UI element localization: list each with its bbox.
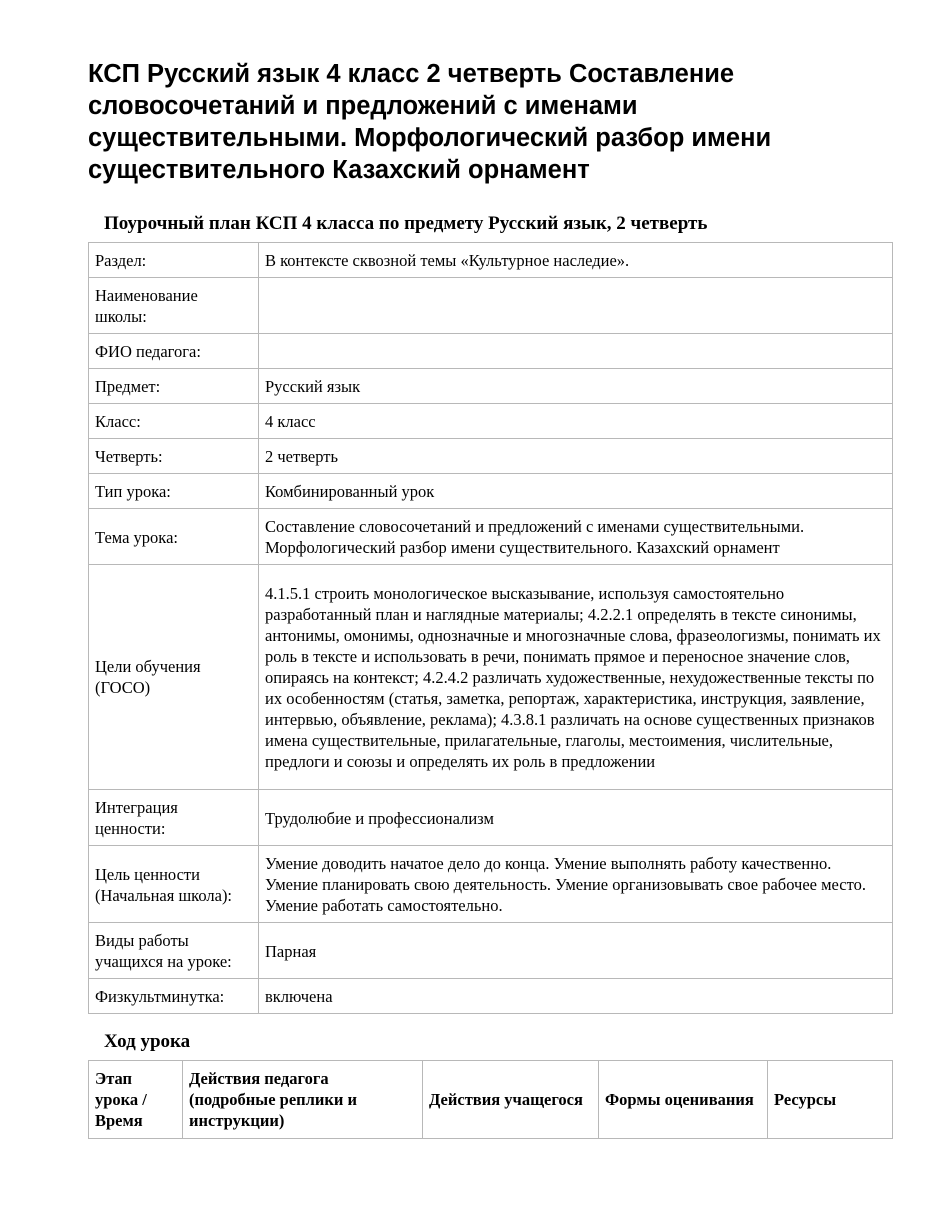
row-value-teacher (259, 334, 893, 369)
row-value-subject: Русский язык (259, 369, 893, 404)
column-header-teacher-actions: Действия педагога (подробные реплики и инструкции) (183, 1061, 423, 1139)
row-value-topic: Составление словосочетаний и предложений с именами существительными. Морфологический разбор имени существительного. Казахский орнамент (259, 509, 893, 565)
table-row (89, 846, 893, 923)
table-row (89, 243, 893, 278)
row-value-work-types: Парная (259, 923, 893, 979)
lesson-progress-table (88, 1060, 893, 1139)
row-value-section: В контексте сквозной темы «Культурное наследие». (259, 243, 893, 278)
table-row (89, 509, 893, 565)
row-label-lesson-type: Тип урока: (89, 474, 259, 509)
row-label-work-types: Виды работы учащихся на уроке: (89, 923, 259, 979)
document-title: КСП Русский язык 4 класс 2 четверть Составление словосочетаний и предложений с именами существительными. Морфологический разбор имени существительного Казахский орнамент (88, 60, 772, 184)
row-label-subject: Предмет: (89, 369, 259, 404)
column-header-student-actions: Действия учащегося (423, 1061, 599, 1139)
table-row (89, 923, 893, 979)
row-label-values-integration: Интеграция ценности: (89, 790, 259, 846)
lesson-info-table (88, 242, 893, 1014)
table-header-row (89, 1061, 893, 1139)
row-label-school: Наименование школы: (89, 278, 259, 334)
table-row (89, 278, 893, 334)
column-header-assessment: Формы оценивания (599, 1061, 768, 1139)
table-row (89, 565, 893, 790)
row-value-lesson-type: Комбинированный урок (259, 474, 893, 509)
table-row (89, 369, 893, 404)
row-value-quarter: 2 четверть (259, 439, 893, 474)
row-label-grade: Класс: (89, 404, 259, 439)
plan-heading: Поурочный план КСП 4 класса по предмету Русский язык, 2 четверть (104, 213, 708, 234)
column-header-resources: Ресурсы (768, 1061, 893, 1139)
row-value-value-goal: Умение доводить начатое дело до конца. Умение выполнять работу качественно. Умение планировать свою деятельность. Умение организовывать свое рабочее место. Умение работать самостоятельно. (259, 846, 893, 923)
table-row (89, 474, 893, 509)
row-label-physical-break: Физкультминутка: (89, 979, 259, 1014)
row-label-section: Раздел: (89, 243, 259, 278)
row-label-learning-goals: Цели обучения (ГОСО) (89, 565, 259, 790)
lesson-progress-heading: Ход урока (104, 1031, 191, 1052)
row-value-learning-goals: 4.1.5.1 строить монологическое высказывание, используя самостоятельно разработанный план и наглядные материалы; 4.2.2.1 определять в тексте синонимы, антонимы, омонимы, однозначные и многозначные слова, фразеологизмы, понимать их роль в тексте и использовать в речи, понимать прямое и переносное значение слов, опираясь на контекст; 4.2.4.2 различать художественные, нехудожественные тексты по их особенностям (статья, заметка, репортаж, характеристика, инструкция, заявление, интервью, объявление, реклама); 4.3.8.1 различать на основе существенных признаков имена существительные, прилагательные, глаголы, местоимения, числительные, предлоги и союзы и определять их роль в предложении (259, 565, 893, 790)
row-value-values-integration: Трудолюбие и профессионализм (259, 790, 893, 846)
table-row (89, 979, 893, 1014)
row-value-school (259, 278, 893, 334)
row-label-topic: Тема урока: (89, 509, 259, 565)
document-page (88, 58, 893, 1139)
table-row (89, 790, 893, 846)
table-row (89, 334, 893, 369)
row-value-grade: 4 класс (259, 404, 893, 439)
row-label-value-goal: Цель ценности (Начальная школа): (89, 846, 259, 923)
row-label-quarter: Четверть: (89, 439, 259, 474)
table-row (89, 439, 893, 474)
row-label-teacher: ФИО педагога: (89, 334, 259, 369)
row-value-physical-break: включена (259, 979, 893, 1014)
column-header-stage: Этап урока / Время (89, 1061, 183, 1139)
table-row (89, 404, 893, 439)
